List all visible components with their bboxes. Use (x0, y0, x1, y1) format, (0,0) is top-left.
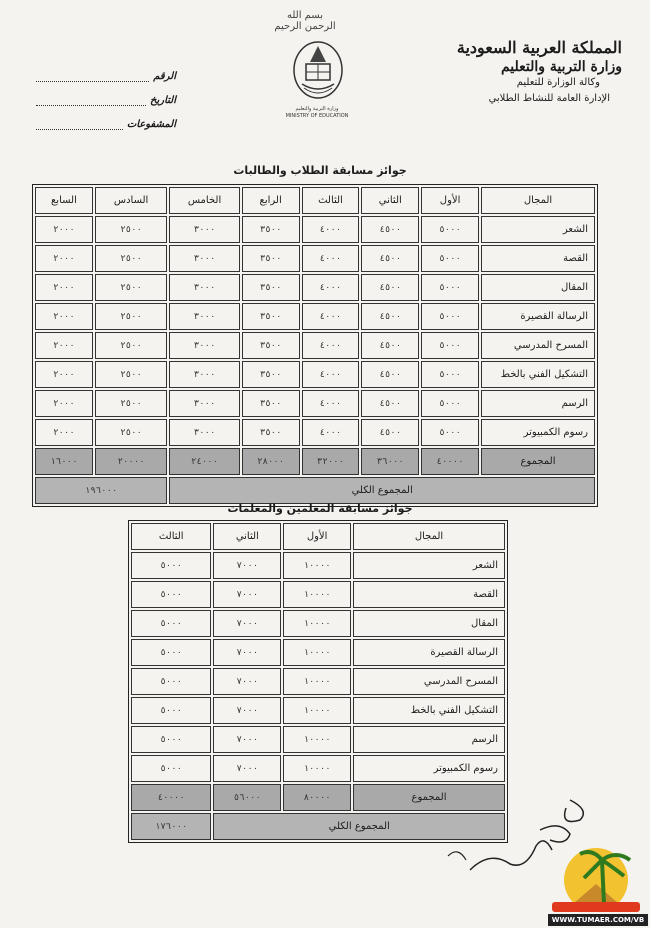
students-table-title: جوائز مسابقة الطلاب والطالبات (233, 164, 407, 177)
table-row (131, 639, 505, 666)
prize-amount-cell: ٤٠٠٠ (302, 332, 360, 359)
prize-amount-cell: ٥٠٠٠ (421, 274, 479, 301)
teachers-table-title: جوائز مسابقة المعلمين والمعلمات (227, 502, 413, 515)
prize-amount-cell: ٤٥٠٠ (361, 274, 419, 301)
total-cell: ٢٤٠٠٠ (169, 448, 239, 475)
kingdom-name: المملكة العربية السعودية (456, 38, 622, 57)
header-rank: الثاني (213, 523, 281, 550)
table-row (131, 755, 505, 782)
prize-amount-cell: ٢٥٠٠ (95, 274, 167, 301)
prize-amount-cell: ٣٥٠٠ (242, 419, 300, 446)
prize-amount-cell: ٧٠٠٠ (213, 552, 281, 579)
header-row (35, 187, 595, 214)
grand-total-value: ١٧٦٠٠٠ (131, 813, 211, 840)
prize-amount-cell: ٣٥٠٠ (242, 245, 300, 272)
field-name-cell: المسرح المدرسي (481, 332, 595, 359)
prize-amount-cell: ٤٠٠٠ (302, 361, 360, 388)
field-name-cell: الرسم (481, 390, 595, 417)
header-rank: الأول (421, 187, 479, 214)
reference-fields (36, 58, 176, 130)
attachments-field (36, 106, 176, 130)
table-row (35, 216, 595, 243)
prize-amount-cell: ٤٥٠٠ (361, 245, 419, 272)
field-name-cell: المقال (353, 610, 505, 637)
prize-amount-cell: ٤٥٠٠ (361, 332, 419, 359)
table-row (35, 361, 595, 388)
prize-amount-cell: ٣٥٠٠ (242, 216, 300, 243)
field-name-cell: المقال (481, 274, 595, 301)
field-name-cell: التشكيل الفني بالخط (481, 361, 595, 388)
prize-amount-cell: ٧٠٠٠ (213, 668, 281, 695)
prize-amount-cell: ٢٠٠٠ (35, 332, 93, 359)
prize-amount-cell: ٧٠٠٠ (213, 639, 281, 666)
prize-amount-cell: ١٠٠٠٠ (283, 668, 351, 695)
field-name-cell: الشعر (353, 552, 505, 579)
total-cell: ٤٠٠٠٠ (131, 784, 211, 811)
ministry-emblem-icon (290, 40, 346, 104)
table-row (131, 668, 505, 695)
prize-amount-cell: ٣٠٠٠ (169, 361, 239, 388)
prize-amount-cell: ٣٠٠٠ (169, 332, 239, 359)
prize-amount-cell: ٣٥٠٠ (242, 274, 300, 301)
number-dots (36, 73, 149, 82)
total-cell: ٥٦٠٠٠ (213, 784, 281, 811)
prize-amount-cell: ١٠٠٠٠ (283, 726, 351, 753)
prize-amount-cell: ٢٥٠٠ (95, 390, 167, 417)
prize-amount-cell: ٥٠٠٠ (421, 332, 479, 359)
prize-amount-cell: ٢٠٠٠ (35, 361, 93, 388)
header-rank: الأول (283, 523, 351, 550)
prize-amount-cell: ٤٥٠٠ (361, 216, 419, 243)
prize-amount-cell: ٢٠٠٠ (35, 390, 93, 417)
prize-amount-cell: ٧٠٠٠ (213, 581, 281, 608)
prize-amount-cell: ٢٥٠٠ (95, 245, 167, 272)
grand-total-value: ١٩٦٠٠٠ (35, 477, 167, 504)
field-name-cell: التشكيل الفني بالخط (353, 697, 505, 724)
prize-amount-cell: ٧٠٠٠ (213, 755, 281, 782)
prize-amount-cell: ١٠٠٠٠ (283, 697, 351, 724)
prize-amount-cell: ١٠٠٠٠ (283, 552, 351, 579)
prize-amount-cell: ٤٠٠٠ (302, 303, 360, 330)
header-rank: الثالث (131, 523, 211, 550)
prize-amount-cell: ٤٥٠٠ (361, 419, 419, 446)
attachments-dots (36, 121, 123, 130)
prize-amount-cell: ٥٠٠٠ (131, 581, 211, 608)
prize-amount-cell: ٤٠٠٠ (302, 216, 360, 243)
prize-amount-cell: ٥٠٠٠ (421, 419, 479, 446)
header-rank: الخامس (169, 187, 239, 214)
prize-amount-cell: ١٠٠٠٠ (283, 581, 351, 608)
table-row (131, 697, 505, 724)
prize-amount-cell: ٣٠٠٠ (169, 274, 239, 301)
prize-amount-cell: ٢٥٠٠ (95, 216, 167, 243)
prize-amount-cell: ٢٥٠٠ (95, 332, 167, 359)
date-label: التاريخ (150, 95, 176, 106)
header-rank: الرابع (242, 187, 300, 214)
prize-amount-cell: ٥٠٠٠ (131, 668, 211, 695)
prize-amount-cell: ١٠٠٠٠ (283, 639, 351, 666)
totals-row (35, 448, 595, 475)
prize-amount-cell: ٤٠٠٠ (302, 390, 360, 417)
table-row (35, 274, 595, 301)
prize-amount-cell: ٣٥٠٠ (242, 332, 300, 359)
attachments-label: المشفوعات (126, 119, 176, 130)
prize-amount-cell: ٢٠٠٠ (35, 274, 93, 301)
prize-amount-cell: ٥٠٠٠ (131, 755, 211, 782)
ministry-name: وزارة التربية والتعليم (500, 59, 622, 75)
header-rank: السادس (95, 187, 167, 214)
field-name-cell: القصة (353, 581, 505, 608)
prize-amount-cell: ٥٠٠٠ (131, 697, 211, 724)
prize-amount-cell: ٢٠٠٠ (35, 419, 93, 446)
emblem-caption-en: MINISTRY OF EDUCATION (285, 113, 349, 119)
students-prizes-table (32, 184, 598, 507)
prize-amount-cell: ٤٠٠٠ (302, 245, 360, 272)
total-cell: ٨٠٠٠٠ (283, 784, 351, 811)
table-row (35, 419, 595, 446)
field-name-cell: رسوم الكمبيوتر (353, 755, 505, 782)
prize-amount-cell: ٤٥٠٠ (361, 361, 419, 388)
prize-amount-cell: ٤٠٠٠ (302, 419, 360, 446)
emblem-caption (282, 106, 352, 120)
prize-amount-cell: ٢٥٠٠ (95, 361, 167, 388)
prize-amount-cell: ٥٠٠٠ (421, 245, 479, 272)
prize-amount-cell: ٣٥٠٠ (242, 361, 300, 388)
field-name-cell: الرسالة القصيرة (353, 639, 505, 666)
prize-amount-cell: ٥٠٠٠ (421, 303, 479, 330)
field-name-cell: المسرح المدرسي (353, 668, 505, 695)
prize-amount-cell: ٥٠٠٠ (421, 216, 479, 243)
prize-amount-cell: ٣٠٠٠ (169, 303, 239, 330)
prize-amount-cell: ٣٥٠٠ (242, 390, 300, 417)
table-row (131, 552, 505, 579)
prize-amount-cell: ٥٠٠٠ (421, 390, 479, 417)
number-label: الرقم (153, 71, 176, 82)
field-name-cell: القصة (481, 245, 595, 272)
header-row (131, 523, 505, 550)
grand-total-label: المجموع الكلي (213, 813, 505, 840)
prize-amount-cell: ٤٥٠٠ (361, 390, 419, 417)
number-field (36, 58, 176, 82)
header-rank: السابع (35, 187, 93, 214)
total-cell: ١٦٠٠٠ (35, 448, 93, 475)
table-row (131, 610, 505, 637)
total-label: المجموع (353, 784, 505, 811)
prize-amount-cell: ٣٠٠٠ (169, 245, 239, 272)
prize-amount-cell: ٣٠٠٠ (169, 216, 239, 243)
header-rank: الثاني (361, 187, 419, 214)
emblem-caption-ar: وزارة التربية والتعليم (295, 106, 339, 112)
header-field: المجال (481, 187, 595, 214)
prize-amount-cell: ١٠٠٠٠ (283, 610, 351, 637)
table-row (35, 245, 595, 272)
prize-amount-cell: ١٠٠٠٠ (283, 755, 351, 782)
prize-amount-cell: ٢٥٠٠ (95, 303, 167, 330)
table-row (131, 581, 505, 608)
prize-amount-cell: ٢٠٠٠ (35, 245, 93, 272)
prize-amount-cell: ٢٠٠٠ (35, 216, 93, 243)
header-field: المجال (353, 523, 505, 550)
field-name-cell: رسوم الكمبيوتر (481, 419, 595, 446)
date-dots (36, 97, 146, 106)
prize-amount-cell: ٤٠٠٠ (302, 274, 360, 301)
total-cell: ٣٢٠٠٠ (302, 448, 360, 475)
total-cell: ٢٠٠٠٠ (95, 448, 167, 475)
prize-amount-cell: ٥٠٠٠ (421, 361, 479, 388)
prize-amount-cell: ٥٠٠٠ (131, 552, 211, 579)
department-name: الإدارة العامة للنشاط الطلابي (488, 93, 610, 104)
date-field (36, 82, 176, 106)
prize-amount-cell: ٥٠٠٠ (131, 610, 211, 637)
grand-total-row (35, 477, 595, 504)
table-row (35, 332, 595, 359)
total-cell: ٤٠٠٠٠ (421, 448, 479, 475)
table-row (35, 303, 595, 330)
table-row (35, 390, 595, 417)
header-rank: الثالث (302, 187, 360, 214)
prize-amount-cell: ٣٠٠٠ (169, 419, 239, 446)
total-label: المجموع (481, 448, 595, 475)
table-row (131, 726, 505, 753)
prize-amount-cell: ٧٠٠٠ (213, 697, 281, 724)
prize-amount-cell: ٣٥٠٠ (242, 303, 300, 330)
prize-amount-cell: ٢٥٠٠ (95, 419, 167, 446)
basmala: بسم الله الرحمن الرحيم (274, 10, 336, 32)
grand-total-label: المجموع الكلي (169, 477, 595, 504)
prize-amount-cell: ٢٠٠٠ (35, 303, 93, 330)
prize-amount-cell: ٥٠٠٠ (131, 726, 211, 753)
field-name-cell: الرسالة القصيرة (481, 303, 595, 330)
total-cell: ٢٨٠٠٠ (242, 448, 300, 475)
deputy-name: وكالة الوزارة للتعليم (516, 77, 600, 88)
letterhead (422, 38, 622, 104)
field-name-cell: الشعر (481, 216, 595, 243)
field-name-cell: الرسم (353, 726, 505, 753)
prize-amount-cell: ٧٠٠٠ (213, 610, 281, 637)
prize-amount-cell: ٥٠٠٠ (131, 639, 211, 666)
prize-amount-cell: ٧٠٠٠ (213, 726, 281, 753)
total-cell: ٣٦٠٠٠ (361, 448, 419, 475)
watermark-url: WWW.TUMAER.COM/VB (548, 914, 648, 926)
prize-amount-cell: ٤٥٠٠ (361, 303, 419, 330)
prize-amount-cell: ٣٠٠٠ (169, 390, 239, 417)
